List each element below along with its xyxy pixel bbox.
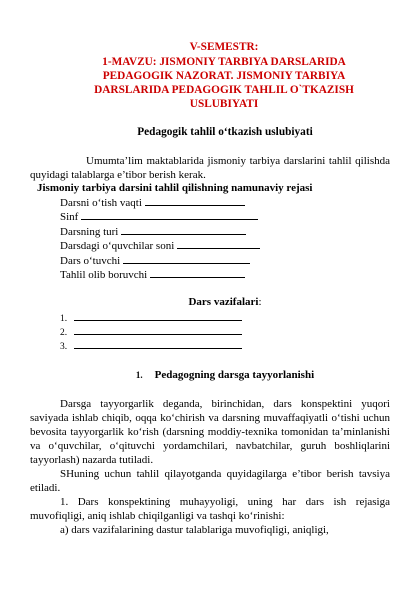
section-subtitle: Pedagogik tahlil o‘tkazish uslubiyati: [137, 126, 313, 138]
lesson-tasks-heading: [60, 296, 390, 310]
form-blank-line: [177, 239, 260, 249]
section-heading: [60, 368, 390, 382]
list-item: [60, 326, 390, 340]
intro-paragraph: Umumta’lim maktablarida jismoniy tarbiya darslarini tahlil qilishda quyidagi talablarga e’tibor berish kerak.: [30, 155, 390, 181]
form-field-label: Darsni o‘tish vaqti: [60, 196, 142, 209]
form-blank-line: [145, 196, 245, 206]
form-blank-line: [81, 210, 258, 220]
section-number: 1.: [135, 369, 143, 380]
form-field-label: Tahlil olib boruvchi: [60, 269, 148, 282]
section-title: Pedagogning darsga tayyorlanishi: [154, 368, 315, 381]
form-blank-line: [74, 312, 242, 321]
topic-heading-line-1: 1-MAVZU: JISMONIY TARBIYA DARSLARIDA: [102, 56, 346, 68]
form-blank-line: [123, 254, 250, 264]
list-item-number: 2.: [60, 327, 68, 338]
body-paragraph-4: a) dars vazifalarining dastur talablariga muvofiqligi, aniqligi,: [60, 523, 329, 536]
form-field-analyst: [60, 268, 390, 283]
form-field-teacher: [60, 254, 390, 269]
form-field-label: Darsdagi o‘quvchilar soni: [60, 240, 175, 253]
form-field-label: Darsning turi: [60, 225, 119, 238]
list-item: [60, 312, 390, 326]
lesson-tasks-title: Dars vazifalari: [188, 296, 259, 309]
topic-heading-line-3: DARSLARIDA PEDAGOGIK TAHLIL O`TKAZISH: [94, 84, 354, 96]
body-paragraph-1: Darsga tayyorgarlik deganda, birinchidan, dars konspektini yuqori saviyada ishlab chiqib, oqqa ko‘chirish va darsning muvaffaqiyatli o‘tishi uchun bevosita tayyorgarlik ko‘rish (darsning moddiy-texnika tomonidan ta’minlanishi va o‘quvchilar, o‘qituvchi yordamchilari, navbatchilar, guruh boshliqlarini tayyorlash) nazarda tutiladi.: [30, 397, 390, 466]
form-field-label: Dars o‘tuvchi: [60, 254, 121, 267]
form-field-lesson-time: [60, 196, 390, 211]
form-blank-line: [150, 268, 245, 278]
form-blank-line: [121, 225, 246, 235]
list-item-number: 3.: [60, 341, 68, 352]
semester-heading: V-SEMESTR:: [189, 41, 259, 53]
form-field-lesson-type: [60, 225, 390, 240]
analysis-plan-heading: Jismoniy tarbiya darsini tahlil qilishning namunaviy rejasi: [37, 182, 313, 194]
topic-heading-line-4: USLUBIYATI: [189, 98, 259, 110]
body-paragraph-2: SHuning uchun tahlil qilayotganda quyidagilarga e’tibor berish tavsiya etiladi.: [30, 467, 390, 494]
form-field-label: Sinf: [60, 211, 79, 224]
topic-heading-line-2: PEDAGOGIK NAZORAT. JISMONIY TARBIYA: [102, 70, 346, 82]
form-blank-line: [74, 340, 242, 349]
list-item: [60, 340, 390, 354]
body-paragraph-3: 1. Dars konspektining muhayyoligi, uning har dars ish rejasiga muvofiqligi, aniq ishlab chiqilganligi va tashqi ko‘rinishi:: [30, 495, 390, 522]
lesson-tasks-colon: :: [258, 296, 262, 309]
lesson-tasks-list: [60, 312, 390, 354]
form-blank-line: [74, 326, 242, 335]
form-field-student-count: [60, 239, 390, 254]
form-field-class: [60, 210, 390, 225]
list-item-number: 1.: [60, 313, 68, 324]
